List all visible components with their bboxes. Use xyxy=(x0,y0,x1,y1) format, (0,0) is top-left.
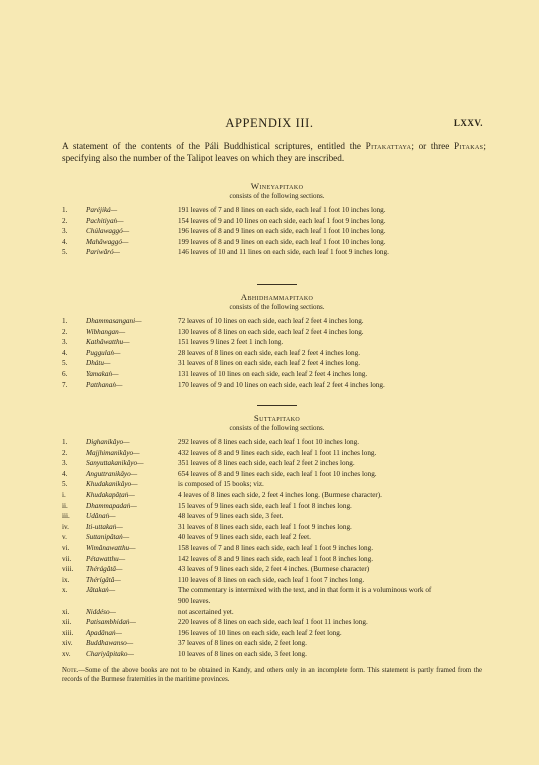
item-number: xiii. xyxy=(62,628,74,637)
item-description: 72 leaves of 10 lines on each side, each leaf 2 feet 4 inches long. xyxy=(178,317,364,325)
list-item xyxy=(62,226,492,237)
list-item xyxy=(62,638,492,649)
list-item xyxy=(62,348,492,359)
item-name: Puggulaṅ— xyxy=(86,348,121,357)
item-number: 3. xyxy=(62,459,68,468)
list-item xyxy=(62,337,492,348)
item-description: 4 leaves of 8 lines each side, 2 feet 4 inches long. (Burmese character). xyxy=(178,490,382,499)
item-number: 2. xyxy=(62,327,68,336)
footnote-text: —Some of the above books are not to be obtained in Kandy, and others only in an incomplete form. This statement is partly framed from the records of the Burmese fraternities in the maritime provinces. xyxy=(62,667,482,683)
item-name: Thérígâtâ— xyxy=(86,575,121,584)
item-description: 196 leaves of 10 lines on each side, each leaf 2 feet long. xyxy=(178,628,342,637)
item-name: Pariwâró— xyxy=(86,248,120,257)
section-abhidhammapitako xyxy=(62,278,492,390)
item-number: 4. xyxy=(62,237,68,246)
item-description: is composed of 15 books; viz. xyxy=(178,480,264,489)
item-number: v. xyxy=(62,533,67,542)
intro-term-a: Pitakattaya xyxy=(365,141,412,151)
item-number: 4. xyxy=(62,348,68,357)
list-item xyxy=(62,369,492,380)
item-name: Yamakaṅ— xyxy=(86,369,119,378)
item-description: 220 leaves of 8 lines on each side, each leaf 1 foot 11 inches long. xyxy=(178,618,368,627)
list-item xyxy=(62,543,492,554)
item-name: Chúlawaggó— xyxy=(86,227,130,236)
item-name: Dhammapadaṅ— xyxy=(86,501,137,510)
section-title: Abhidhammapitako xyxy=(240,292,314,302)
item-name: Sanyuttakanikâyo— xyxy=(86,459,144,468)
item-description: 191 leaves of 7 and 8 lines on each side, each leaf 1 foot 10 inches long. xyxy=(178,206,386,214)
item-description: 154 leaves of 9 and 10 lines on each side, each leaf 1 foot 9 inches long. xyxy=(178,216,386,225)
section-title: Suttapitako xyxy=(253,413,301,423)
list-item xyxy=(62,554,492,565)
item-number: 2. xyxy=(62,216,68,225)
item-number: iv. xyxy=(62,522,69,531)
item-description: 292 leaves of 8 lines each side, each leaf 1 foot 10 inches long. xyxy=(178,438,360,446)
item-number: ix. xyxy=(62,575,70,584)
item-number: iii. xyxy=(62,512,70,521)
item-number: i. xyxy=(62,490,66,499)
item-number: xi. xyxy=(62,607,70,616)
footnote xyxy=(62,666,482,684)
list-item xyxy=(62,458,492,469)
item-name: Dhátu— xyxy=(86,359,111,368)
item-description: 199 leaves of 8 and 9 lines on each side, each leaf 1 foot 10 inches long. xyxy=(178,237,386,246)
item-number: 1. xyxy=(62,438,68,446)
item-description: not ascertained yet. xyxy=(178,607,234,616)
item-number: 2. xyxy=(62,448,68,457)
item-number: ii. xyxy=(62,501,68,510)
item-description: 43 leaves of 9 lines each side, 2 feet 4 inches. (Burmese character) xyxy=(178,565,370,574)
list-item xyxy=(62,490,492,501)
item-number: 5. xyxy=(62,359,68,368)
item-name: Khudakapâṭaṅ— xyxy=(86,490,135,499)
item-number: xiv. xyxy=(62,639,73,648)
item-description: 15 leaves of 9 lines each side, each leaf 1 foot 8 inches long. xyxy=(178,501,352,510)
item-name: Wibhangan— xyxy=(86,327,126,336)
item-name: Patisambhidaṅ— xyxy=(86,618,136,627)
item-name: Suttanipâtaṅ— xyxy=(86,533,130,542)
section-divider xyxy=(257,284,297,285)
item-description: 48 leaves of 9 lines each side, 3 feet. xyxy=(178,512,284,521)
item-number: viii. xyxy=(62,565,74,574)
section-subtitle: consists of the following sections. xyxy=(229,303,325,311)
list-item xyxy=(62,327,492,338)
item-name: Buddhawanso— xyxy=(86,639,134,648)
item-name: Mahâwaggó— xyxy=(86,237,129,246)
item-number: 1. xyxy=(62,317,68,325)
item-description: 170 leaves of 9 and 10 lines on each side, each leaf 2 feet 4 inches long. xyxy=(178,380,385,389)
item-description: 654 leaves of 8 and 9 lines each side, each leaf 1 foot 10 inches long. xyxy=(178,469,377,478)
item-name: Apadânaṅ— xyxy=(86,628,122,637)
item-name: Iti-uttakaṅ— xyxy=(86,522,123,531)
section-title: Wineyapitako xyxy=(250,181,304,191)
item-name: Pachitiyaṅ— xyxy=(86,216,124,225)
item-description: 146 leaves of 10 and 11 lines on each side, each leaf 1 foot 9 inches long. xyxy=(178,248,389,257)
item-description: 151 leaves 9 lines 2 feet 1 inch long. xyxy=(178,338,284,347)
item-description: 28 leaves of 8 lines on each side, each leaf 2 feet 4 inches long. xyxy=(178,348,361,357)
item-number: vi. xyxy=(62,543,70,552)
item-description: 110 leaves of 8 lines on each side, each leaf 1 foot 7 inches long. xyxy=(178,575,365,584)
list-item xyxy=(62,205,492,216)
item-number: 1. xyxy=(62,206,68,214)
item-number: 7. xyxy=(62,380,68,389)
item-description: 10 leaves of 8 lines on each side, 3 feet long. xyxy=(178,649,307,658)
list-item xyxy=(62,501,492,512)
item-name: Thérágâtâ— xyxy=(86,565,123,574)
list-item xyxy=(62,380,492,391)
section-wineyapitako xyxy=(62,181,492,258)
item-number: xii. xyxy=(62,618,72,627)
item-number: 5. xyxy=(62,480,68,489)
item-description: 196 leaves of 8 and 9 lines on each side, each leaf 1 foot 10 inches long. xyxy=(178,227,386,236)
item-description: 130 leaves of 8 lines on each side, each leaf 2 feet 4 inches long. xyxy=(178,327,364,336)
section-subtitle: consists of the following sections. xyxy=(229,424,325,432)
list-item xyxy=(62,237,492,248)
list-item xyxy=(62,448,492,459)
intro-paragraph xyxy=(62,140,486,164)
list-item xyxy=(62,585,492,596)
list-item xyxy=(62,511,492,522)
item-description: 40 leaves of 9 lines each side, each leaf 2 feet. xyxy=(178,533,311,542)
item-name: Pétawatthu— xyxy=(86,554,126,563)
item-number: 5. xyxy=(62,248,68,257)
item-name: Kathâwatthu— xyxy=(86,338,130,347)
item-description: 37 leaves of 8 lines on each side, 2 feet long. xyxy=(178,639,307,648)
item-description: 142 leaves of 8 and 9 lines each side, each leaf 1 foot 8 inches long. xyxy=(178,554,373,563)
item-name: Khudakanikâyo— xyxy=(86,480,138,489)
item-name: Wimânawatthu— xyxy=(86,543,136,552)
list-item xyxy=(62,617,492,628)
item-number: xv. xyxy=(62,649,71,658)
item-number: vii. xyxy=(62,554,72,563)
item-number: 3. xyxy=(62,227,68,236)
item-name: Dhammasangani— xyxy=(86,317,142,325)
item-name: Dighanikâyo— xyxy=(86,438,130,446)
item-description: 131 leaves of 10 lines on each side, each leaf 2 feet 4 inches long. xyxy=(178,369,368,378)
list-item xyxy=(62,479,492,490)
item-name: Chariyâpitako— xyxy=(86,649,134,658)
item-description: 900 leaves. xyxy=(178,596,211,605)
item-number: x. xyxy=(62,586,68,595)
list-item xyxy=(62,469,492,480)
item-number: 4. xyxy=(62,469,68,478)
list-item xyxy=(62,628,492,639)
intro-term-b: Pitakas xyxy=(453,141,484,151)
item-name: Jâtakaṅ— xyxy=(86,586,116,595)
item-description: 432 leaves of 8 and 9 lines each side, each leaf 1 foot 11 inches long. xyxy=(178,448,377,457)
item-description: 158 leaves of 7 and 8 lines each side, each leaf 1 foot 9 inches long. xyxy=(178,543,373,552)
item-number: 6. xyxy=(62,369,68,378)
item-description: The commentary is intermixed with the text, and in that form it is a voluminous work of xyxy=(178,586,432,595)
footnote-lead: Note. xyxy=(62,667,79,674)
intro-text-c: ; specifying also the number of the Talipot leaves on which they are inscribed. xyxy=(62,141,486,163)
list-item xyxy=(62,316,492,327)
list-item xyxy=(62,358,492,369)
page-number: LXXV. xyxy=(453,118,483,128)
list-item xyxy=(62,575,492,586)
intro-text-a: A statement of the contents of the Páli Buddhistical scriptures, entitled the xyxy=(62,141,361,151)
list-item xyxy=(62,596,492,607)
item-name: Anguttranikâyo— xyxy=(86,469,138,478)
list-item xyxy=(62,607,492,618)
section-suttapitako xyxy=(62,399,492,659)
item-name: Paréjiká— xyxy=(86,206,118,214)
item-name: Patthanaṅ— xyxy=(86,380,123,389)
list-item xyxy=(62,522,492,533)
appendix-title: APPENDIX III. xyxy=(225,116,314,130)
item-name: Majjhimanikâyo— xyxy=(86,448,140,457)
list-item xyxy=(62,437,492,448)
intro-text-b: ; or three xyxy=(411,141,450,151)
list-item xyxy=(62,564,492,575)
item-number: 3. xyxy=(62,338,68,347)
item-description: 31 leaves of 8 lines each side, each leaf 1 foot 9 inches long. xyxy=(178,522,352,531)
section-divider xyxy=(257,405,297,406)
list-item xyxy=(62,532,492,543)
item-description: 31 leaves of 8 lines on each side, each leaf 2 feet 4 inches long. xyxy=(178,359,361,368)
list-item xyxy=(62,649,492,660)
section-subtitle: consists of the following sections. xyxy=(229,192,325,200)
list-item xyxy=(62,216,492,227)
item-name: Niddéso— xyxy=(86,607,116,616)
item-description: 351 leaves of 8 lines each side, each leaf 2 feet 2 inches long. xyxy=(178,459,355,468)
list-item xyxy=(62,247,492,258)
item-name: Udânaṅ— xyxy=(86,512,116,521)
